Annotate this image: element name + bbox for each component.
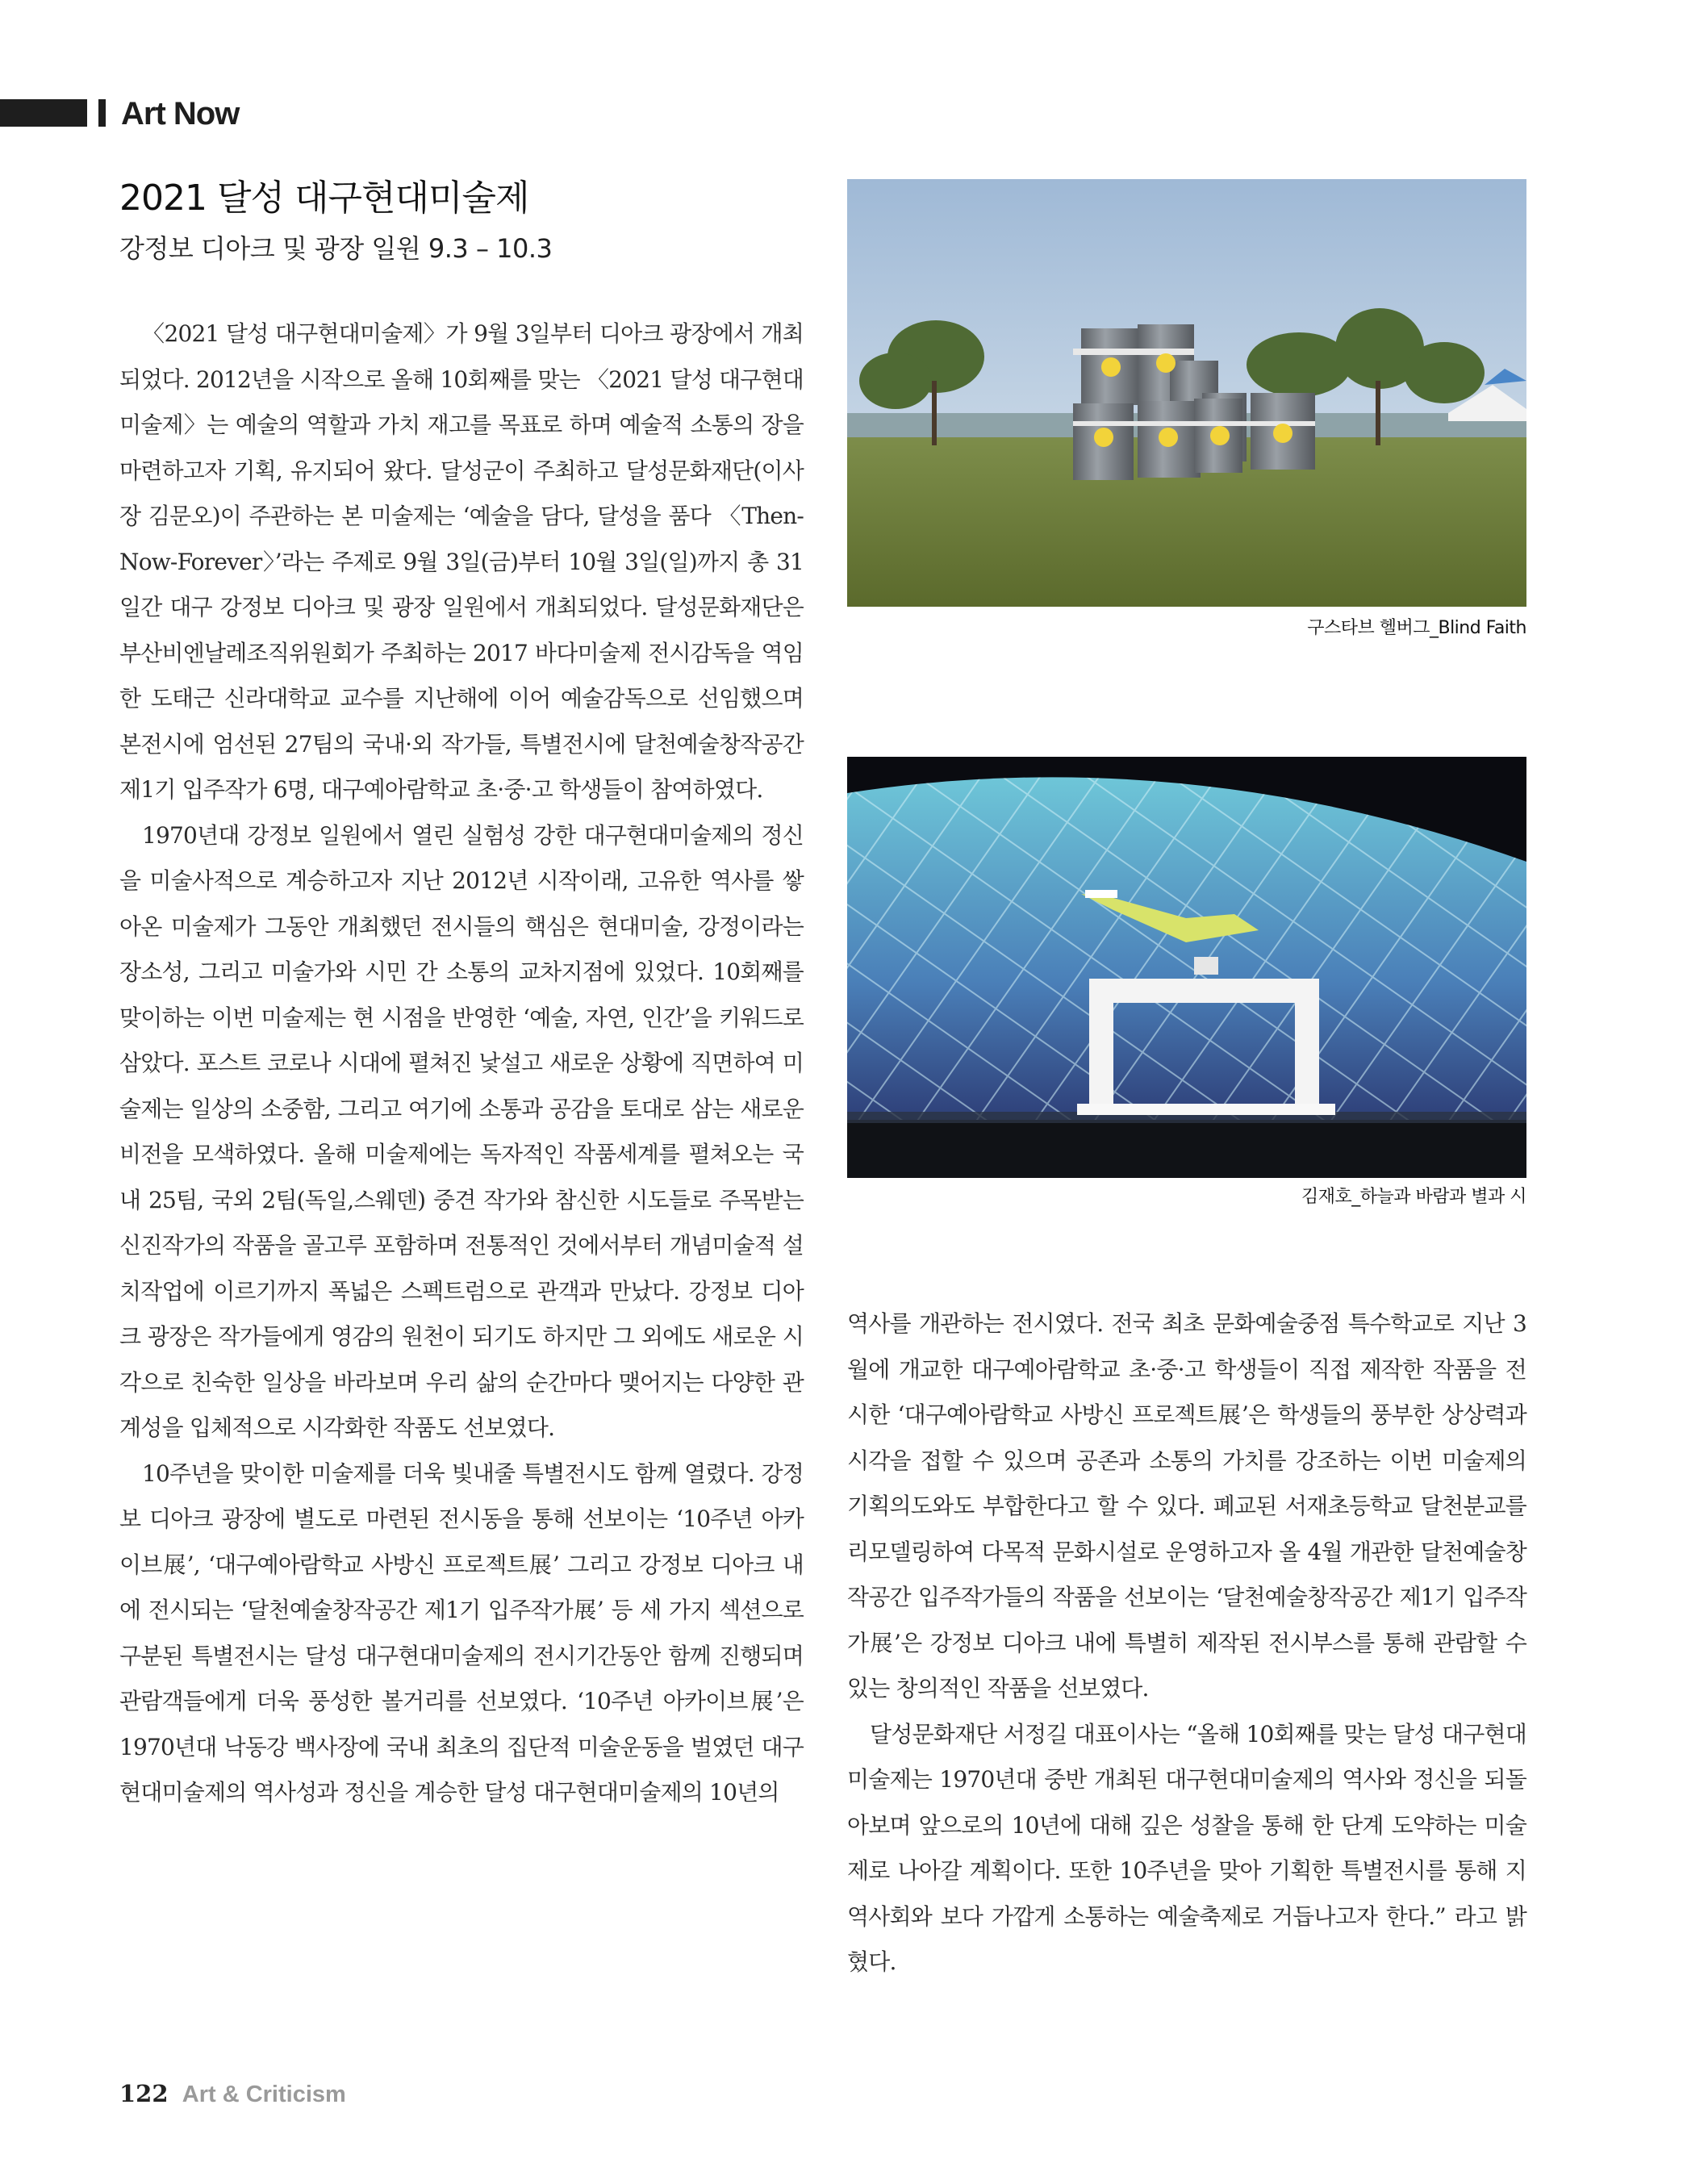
left-column xyxy=(119,311,804,1816)
paragraph: 달성문화재단 서정길 대표이사는 “올해 10회째를 맞는 달성 대구현대미술제는 1970년대 중반 개최된 대구현대미술제의 역사와 정신을 되돌아보며 앞으로의 10년에 대해 깊은 성찰을 통해 한 단계 도약하는 미술제로 나아갈 계획이다. 또한 10주년을 맞아 기획한 특별전시를 통해 지역사회와 보다 가깝게 소통하는 예술축제로 거듭나고자 한다.” 라고 밝혔다. xyxy=(847,1720,1526,1975)
paragraph: 〈2021 달성 대구현대미술제〉가 9월 3일부터 디아크 광장에서 개최되었다. 2012년을 시작으로 올해 10회째를 맞는 〈2021 달성 대구현대미술제〉는 예술의 역할과 가치 재고를 목표로 하며 예술적 소통의 장을 마련하고자 기획, 유지되어 왔다. 달성군이 주최하고 달성문화재단(이사장 김문오)이 주관하는 본 미술제는 ‘예술을 담다, 달성을 품다 〈Then-Now-Forever〉’라는 주제로 9월 3일(금)부터 10월 3일(일)까지 총 31일간 대구 강정보 디아크 및 광장 일원에서 개최되었다. 달성문화재단은 부산비엔날레조직위원회가 주최하는 2017 바다미술제 전시감독을 역임한 도태근 신라대학교 교수를 지난해에 이어 예술감독으로 선임했으며 본전시에 엄선된 27팀의 국내·외 작가들, 특별전시에 달천예술창작공간 제1기 입주작가 6명, 대구예아람학교 초·중·고 학생들이 참여하였다. xyxy=(119,320,804,803)
section-marker-bar xyxy=(0,99,87,127)
paragraph: 10주년을 맞이한 미술제를 더욱 빛내줄 특별전시도 함께 열렸다. 강정보 디아크 광장에 별도로 마련된 전시동을 통해 선보이는 ‘10주년 아카이브展’, ‘대구예아람학교 사방신 프로젝트展’ 그리고 강정보 디아크 내에 전시되는 ‘달천예술창작공간 제1기 입주작가展’ 등 세 가지 섹션으로 구분된 특별전시는 달성 대구현대미술제의 전시기간동안 함께 진행되며 관람객들에게 더욱 풍성한 볼거리를 선보였다. ‘10주년 아카이브展’은 1970년대 낙동강 백사장에 국내 최초의 집단적 미술운동을 벌였던 대구현대미술제의 역사성과 정신을 계승한 달성 대구현대미술제의 10년의 xyxy=(119,1459,804,1806)
article-subtitle: 강정보 디아크 및 광장 일원 9.3 – 10.3 xyxy=(119,233,553,264)
paragraph: 역사를 개관하는 전시였다. 전국 최초 문화예술중점 특수학교로 지난 3월에 개교한 대구예아람학교 초·중·고 학생들이 직접 제작한 작품을 전시한 ‘대구예아람학교 사방신 프로젝트展’은 학생들의 풍부한 상상력과 시각을 접할 수 있으며 공존과 소통의 가치를 강조하는 이번 미술제의 기획의도와도 부합한다고 할 수 있다. 폐교된 서재초등학교 달천분교를 리모델링하여 다목적 문화시설로 운영하고자 올 4월 개관한 달천예술창작공간 입주작가들의 작품을 선보이는 ‘달천예술창작공간 제1기 입주작가展’은 강정보 디아크 내에 특별히 제작된 전시부스를 통해 관람할 수 있는 창의적인 작품을 선보였다. xyxy=(847,1310,1526,1702)
section-label: Art Now xyxy=(121,96,240,132)
page-number: 122 xyxy=(119,2080,169,2107)
magazine-name: Art & Criticism xyxy=(182,2082,346,2107)
page-footer xyxy=(119,2078,346,2111)
photo-sky-wind-stars xyxy=(847,757,1526,1178)
article-title: 2021 달성 대구현대미술제 xyxy=(119,177,529,219)
paragraph: 1970년대 강정보 일원에서 열린 실험성 강한 대구현대미술제의 정신을 미술사적으로 계승하고자 지난 2012년 시작이래, 고유한 역사를 쌓아온 미술제가 그동안 개최했던 전시들의 핵심은 현대미술, 강정이라는 장소성, 그리고 미술가와 시민 간 소통의 교차지점에 있었다. 10회째를 맞이하는 이번 미술제는 현 시점을 반영한 ‘예술, 자연, 인간’을 키워드로 삼았다. 포스트 코로나 시대에 펼쳐진 낯설고 새로운 상황에 직면하여 미술제는 일상의 소중함, 그리고 여기에 소통과 공감을 토대로 삼는 새로운 비전을 모색하였다. 올해 미술제에는 독자적인 작품세계를 펼쳐오는 국내 25팀, 국외 2팀(독일,스웨덴) 중견 작가와 참신한 시도들로 주목받는 신진작가의 작품을 골고루 포함하며 전통적인 것에서부터 개념미술적 설치작업에 이르기까지 폭넓은 스펙트럼으로 관객과 만났다. 강정보 디아크 광장은 작가들에게 영감의 원천이 되기도 하지만 그 외에도 새로운 시각으로 친숙한 일상을 바라보며 우리 삶의 순간마다 맺어지는 다양한 관계성을 입체적으로 시각화한 작품도 선보였다. xyxy=(119,821,804,1441)
section-marker-tick xyxy=(98,99,106,127)
right-column xyxy=(847,1301,1526,1986)
photo-caption: 구스타브 헬버그_Blind Faith xyxy=(1307,618,1526,638)
photo-blind-faith xyxy=(847,179,1526,607)
photo-caption: 김재호_하늘과 바람과 별과 시 xyxy=(1301,1187,1526,1207)
